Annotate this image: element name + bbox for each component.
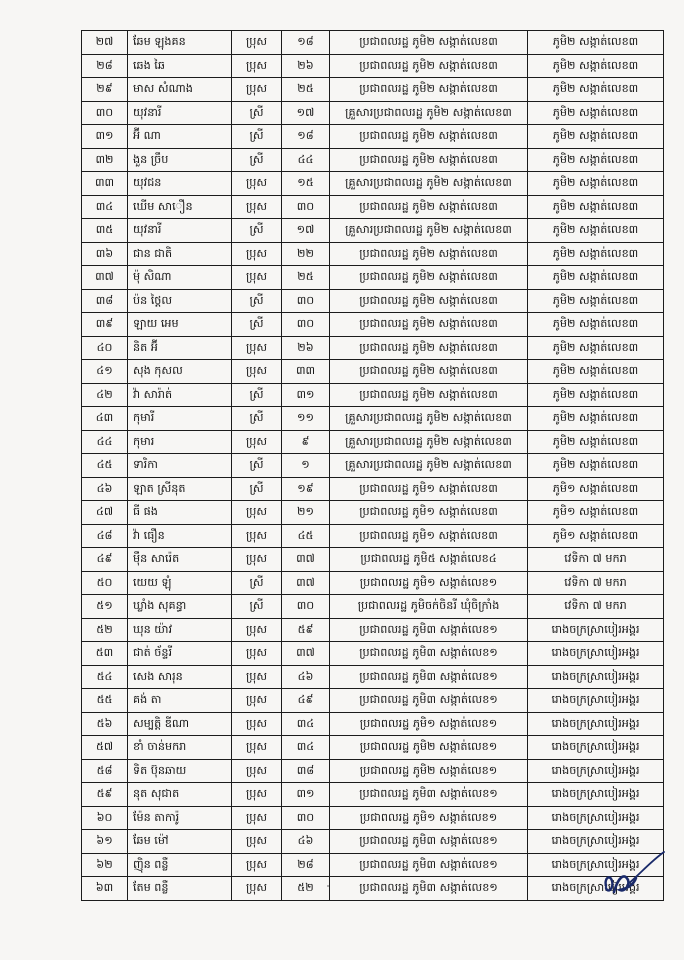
cell-number: ៣២ [82, 148, 128, 172]
cell-name: ទិត ប៊ុនឆាយ [128, 759, 232, 783]
cell-age: ៥២ [282, 877, 330, 901]
cell-location: រោងចក្រស្រាបៀរអង្គរ [528, 877, 664, 901]
cell-status: ប្រជាពលរដ្ឋ ភូមិ២ សង្កាត់លេខ៣ [330, 360, 528, 384]
cell-status: ប្រជាពលរដ្ឋ ភូមិ២ សង្កាត់លេខ៣ [330, 54, 528, 78]
cell-status: ប្រជាពលរដ្ឋ ភូមិ១ សង្កាត់លេខ៣ [330, 477, 528, 501]
cell-status: គ្រួសារប្រជាពលរដ្ឋ ភូមិ២ សង្កាត់លេខ៣ [330, 172, 528, 196]
cell-status: ប្រជាពលរដ្ឋ ភូមិ៣ សង្កាត់លេខ១ [330, 665, 528, 689]
cell-status: ប្រជាពលរដ្ឋ ភូមិ២ សង្កាត់លេខ៣ [330, 195, 528, 219]
table-row [82, 54, 664, 78]
table-row [82, 689, 664, 713]
cell-sex: ប្រុស [232, 806, 282, 830]
cell-status: ប្រជាពលរដ្ឋ ភូមិ២ សង្កាត់លេខ៣ [330, 383, 528, 407]
table-body [82, 31, 664, 901]
cell-status: ប្រជាពលរដ្ឋ ភូមិ២ សង្កាត់លេខ៣ [330, 31, 528, 55]
cell-sex: ប្រុស [232, 336, 282, 360]
cell-status: ប្រជាពលរដ្ឋ ភូមិ២ សង្កាត់លេខ៣ [330, 125, 528, 149]
cell-age: ២៦ [282, 336, 330, 360]
cell-status: ប្រជាពលរដ្ឋ ភូមិ២ សង្កាត់លេខ៣ [330, 289, 528, 313]
cell-status: ប្រជាពលរដ្ឋ ភូមិ១ សង្កាត់លេខ៣ [330, 501, 528, 525]
table-row [82, 571, 664, 595]
cell-sex: ស្រី [232, 477, 282, 501]
cell-age: ៤៤ [282, 148, 330, 172]
cell-age: ៤៩ [282, 689, 330, 713]
cell-number: ៣៨ [82, 289, 128, 313]
cell-sex: ស្រី [232, 101, 282, 125]
cell-age: ១៧ [282, 101, 330, 125]
cell-name: ឃុន យ៉ាវ [128, 618, 232, 642]
cell-age: ៣០ [282, 806, 330, 830]
cell-number: ២៧ [82, 31, 128, 55]
cell-location: ភូមិ២ សង្កាត់លេខ៣ [528, 454, 664, 478]
cell-sex: ប្រុស [232, 242, 282, 266]
cell-sex: ប្រុស [232, 78, 282, 102]
cell-number: ៣៦ [82, 242, 128, 266]
cell-sex: ប្រុស [232, 172, 282, 196]
cell-number: ៥៧ [82, 736, 128, 760]
table-row [82, 454, 664, 478]
cell-sex: ប្រុស [232, 54, 282, 78]
cell-sex: ស្រី [232, 383, 282, 407]
cell-name: នុត សុជាត [128, 783, 232, 807]
cell-number: ៥០ [82, 571, 128, 595]
table-row [82, 548, 664, 572]
cell-name: សេង សារុន [128, 665, 232, 689]
table-row [82, 524, 664, 548]
cell-name: ម៉ែន តាការ៉ូ [128, 806, 232, 830]
cell-status: ប្រជាពលរដ្ឋ ភូមិ៣ សង្កាត់លេខ១ [330, 830, 528, 854]
cell-location: ភូមិ២ សង្កាត់លេខ៣ [528, 360, 664, 384]
cell-age: ៤៦ [282, 665, 330, 689]
cell-location: វេទិកា ៧ មករា [528, 548, 664, 572]
cell-status: ប្រជាពលរដ្ឋ ភូមិ៣ សង្កាត់លេខ១ [330, 877, 528, 901]
cell-status: ប្រជាពលរដ្ឋ ភូមិ៣ សង្កាត់លេខ១ [330, 783, 528, 807]
cell-location: ភូមិ២ សង្កាត់លេខ៣ [528, 101, 664, 125]
table-row [82, 360, 664, 384]
table-row [82, 407, 664, 431]
table-row [82, 336, 664, 360]
cell-location: វេទិកា ៧ មករា [528, 595, 664, 619]
cell-status: ប្រជាពលរដ្ឋ ភូមិ២ សង្កាត់លេខ៣ [330, 336, 528, 360]
table-row [82, 31, 664, 55]
cell-number: ៥១ [82, 595, 128, 619]
cell-sex: ប្រុស [232, 266, 282, 290]
cell-name: យុវនារី [128, 101, 232, 125]
cell-status: ប្រជាពលរដ្ឋ ភូមិ២ សង្កាត់លេខ១ [330, 736, 528, 760]
cell-name: អ៊ី ណា [128, 125, 232, 149]
cell-location: ភូមិ១ សង្កាត់លេខ៣ [528, 501, 664, 525]
cell-age: ៣១ [282, 383, 330, 407]
signature-mark [598, 848, 668, 903]
cell-age: ២១ [282, 501, 330, 525]
cell-number: ៣៣ [82, 172, 128, 196]
cell-sex: ប្រុស [232, 712, 282, 736]
cell-name: យេយ ឡុំ [128, 571, 232, 595]
cell-name: ទារិកា [128, 454, 232, 478]
cell-number: ៤០ [82, 336, 128, 360]
cell-sex: ប្រុស [232, 689, 282, 713]
cell-name: វ៉ា ធឿន [128, 524, 232, 548]
cell-age: ៣៧ [282, 548, 330, 572]
cell-location: ភូមិ២ សង្កាត់លេខ៣ [528, 54, 664, 78]
cell-location: ភូមិ២ សង្កាត់លេខ៣ [528, 195, 664, 219]
cell-sex: ប្រុស [232, 877, 282, 901]
cell-status: ប្រជាពលរដ្ឋ ភូមិ៥ សង្កាត់លេខ៤ [330, 548, 528, 572]
scan-speck [327, 885, 329, 887]
cell-location: រោងចក្រស្រាបៀរអង្គរ [528, 783, 664, 807]
cell-age: ២៥ [282, 266, 330, 290]
cell-age: ៣០ [282, 195, 330, 219]
cell-location: ភូមិ២ សង្កាត់លេខ៣ [528, 125, 664, 149]
cell-sex: ប្រុស [232, 360, 282, 384]
cell-name: គង់ តា [128, 689, 232, 713]
cell-sex: ប្រុស [232, 524, 282, 548]
table-row [82, 783, 664, 807]
cell-location: រោងចក្រស្រាបៀរអង្គរ [528, 736, 664, 760]
cell-age: ១៨ [282, 125, 330, 149]
cell-status: ប្រជាពលរដ្ឋ ភូមិ១ សង្កាត់លេខ៣ [330, 524, 528, 548]
cell-status: ប្រជាពលរដ្ឋ ភូមិ២ សង្កាត់លេខ៣ [330, 148, 528, 172]
table-row [82, 242, 664, 266]
cell-name: ឃ្លាំង សុគន្ធា [128, 595, 232, 619]
cell-name: តែម ពន្លឺ [128, 877, 232, 901]
cell-name: ឡាយ អេម [128, 313, 232, 337]
cell-name: ម៉ឺន សារ៉េត [128, 548, 232, 572]
cell-status: ប្រជាពលរដ្ឋ ភូមិ២ សង្កាត់លេខ៣ [330, 242, 528, 266]
cell-age: ៣៤ [282, 736, 330, 760]
cell-name: ជាន ជាតិ [128, 242, 232, 266]
cell-sex: ស្រី [232, 148, 282, 172]
cell-age: ២២ [282, 242, 330, 266]
cell-sex: ស្រី [232, 454, 282, 478]
cell-number: ៤២ [82, 383, 128, 407]
cell-status: គ្រួសារប្រជាពលរដ្ឋ ភូមិ២ សង្កាត់លេខ៣ [330, 454, 528, 478]
cell-location: ភូមិ២ សង្កាត់លេខ៣ [528, 266, 664, 290]
cell-sex: ស្រី [232, 407, 282, 431]
cell-status: ប្រជាពលរដ្ឋ ភូមិ១ សង្កាត់លេខ១ [330, 712, 528, 736]
table-row [82, 830, 664, 854]
cell-name: ម៉ុ សិណា [128, 266, 232, 290]
table-row [82, 477, 664, 501]
cell-sex: ប្រុស [232, 501, 282, 525]
cell-location: ភូមិ២ សង្កាត់លេខ៣ [528, 219, 664, 243]
cell-number: ៥៤ [82, 665, 128, 689]
cell-name: កុមារ [128, 430, 232, 454]
cell-number: ៥២ [82, 618, 128, 642]
cell-age: ១៨ [282, 31, 330, 55]
cell-age: ៣០ [282, 595, 330, 619]
cell-number: ៣៩ [82, 313, 128, 337]
cell-number: ៥៦ [82, 712, 128, 736]
cell-sex: ប្រុស [232, 783, 282, 807]
table-row [82, 125, 664, 149]
cell-age: ៣០ [282, 289, 330, 313]
cell-sex: ស្រី [232, 289, 282, 313]
cell-age: ៣១ [282, 783, 330, 807]
cell-number: ៤៤ [82, 430, 128, 454]
cell-age: ២៨ [282, 853, 330, 877]
table-row [82, 148, 664, 172]
cell-number: ៣១ [82, 125, 128, 149]
cell-location: ភូមិ២ សង្កាត់លេខ៣ [528, 383, 664, 407]
cell-status: ប្រជាពលរដ្ឋ ភូមិ៣ សង្កាត់លេខ១ [330, 689, 528, 713]
cell-name: ឡាត ស្រីនុត [128, 477, 232, 501]
cell-age: ១៩ [282, 477, 330, 501]
cell-name: ឆេង ឆៃ [128, 54, 232, 78]
cell-age: ៥៩ [282, 618, 330, 642]
cell-status: ប្រជាពលរដ្ឋ ភូមិចក់ចិនរី ឃុំចិក្រាំង [330, 595, 528, 619]
cell-age: ៣៧ [282, 642, 330, 666]
table-row [82, 759, 664, 783]
table-row [82, 78, 664, 102]
cell-number: ៣៤ [82, 195, 128, 219]
cell-name: សម្បត្តិ ឌីណា [128, 712, 232, 736]
cell-number: ៤៨ [82, 524, 128, 548]
records-table [81, 30, 664, 901]
cell-location: ភូមិ២ សង្កាត់លេខ៣ [528, 31, 664, 55]
cell-status: ប្រជាពលរដ្ឋ ភូមិ១ សង្កាត់លេខ១ [330, 571, 528, 595]
cell-location: ភូមិ២ សង្កាត់លេខ៣ [528, 407, 664, 431]
cell-name: និត អ៊ី [128, 336, 232, 360]
table-row [82, 806, 664, 830]
cell-age: ២៥ [282, 78, 330, 102]
cell-status: ប្រជាពលរដ្ឋ ភូមិ១ សង្កាត់លេខ១ [330, 806, 528, 830]
cell-age: ៤៥ [282, 524, 330, 548]
cell-status: ប្រជាពលរដ្ឋ ភូមិ២ សង្កាត់លេខ៣ [330, 78, 528, 102]
cell-age: ១៥ [282, 172, 330, 196]
cell-number: ៤៥ [82, 454, 128, 478]
cell-number: ៣៧ [82, 266, 128, 290]
cell-number: ៤៩ [82, 548, 128, 572]
cell-name: ធី ផង [128, 501, 232, 525]
cell-location: រោងចក្រស្រាបៀរអង្គរ [528, 618, 664, 642]
cell-number: ៦១ [82, 830, 128, 854]
table-row [82, 665, 664, 689]
cell-sex: ប្រុស [232, 853, 282, 877]
table-row [82, 195, 664, 219]
table-row [82, 101, 664, 125]
table-row [82, 877, 664, 901]
cell-number: ២៩ [82, 78, 128, 102]
cell-number: ៥៣ [82, 642, 128, 666]
cell-name: យុវជន [128, 172, 232, 196]
cell-location: រោងចក្រស្រាបៀរអង្គរ [528, 689, 664, 713]
cell-location: រោងចក្រស្រាបៀរអង្គរ [528, 759, 664, 783]
cell-sex: ប្រុស [232, 195, 282, 219]
cell-sex: ស្រី [232, 219, 282, 243]
cell-sex: ស្រី [232, 571, 282, 595]
table-row [82, 430, 664, 454]
cell-name: ប៉ន ថៃ្ដល [128, 289, 232, 313]
cell-location: វេទិកា ៧ មករា [528, 571, 664, 595]
cell-number: ៣០ [82, 101, 128, 125]
cell-sex: ប្រុស [232, 736, 282, 760]
cell-name: យុវនារី [128, 219, 232, 243]
cell-number: ៤៣ [82, 407, 128, 431]
table-row [82, 712, 664, 736]
cell-name: ជាត់ ច័ន្ទរី [128, 642, 232, 666]
cell-number: ៦៣ [82, 877, 128, 901]
cell-name: វ៉ា សារ៉ាត់ [128, 383, 232, 407]
cell-sex: ប្រុស [232, 665, 282, 689]
cell-age: ៣៨ [282, 759, 330, 783]
cell-sex: ប្រុស [232, 830, 282, 854]
cell-status: គ្រួសារប្រជាពលរដ្ឋ ភូមិ២ សង្កាត់លេខ៣ [330, 407, 528, 431]
cell-status: ប្រជាពលរដ្ឋ ភូមិ៣ សង្កាត់លេខ១ [330, 853, 528, 877]
table-row [82, 289, 664, 313]
cell-sex: ស្រី [232, 125, 282, 149]
cell-age: ៤៦ [282, 830, 330, 854]
cell-age: ១ [282, 454, 330, 478]
cell-location: រោងចក្រស្រាបៀរអង្គរ [528, 665, 664, 689]
cell-status: គ្រួសារប្រជាពលរដ្ឋ ភូមិ២ សង្កាត់លេខ៣ [330, 219, 528, 243]
cell-location: ភូមិ១ សង្កាត់លេខ៣ [528, 524, 664, 548]
cell-number: ៤៧ [82, 501, 128, 525]
cell-location: រោងចក្រស្រាបៀរអង្គរ [528, 712, 664, 736]
cell-age: ១១ [282, 407, 330, 431]
cell-name: សុង កុសល [128, 360, 232, 384]
cell-number: ៣៥ [82, 219, 128, 243]
cell-sex: ស្រី [232, 313, 282, 337]
cell-location: ភូមិ២ សង្កាត់លេខ៣ [528, 148, 664, 172]
cell-status: គ្រួសារប្រជាពលរដ្ឋ ភូមិ២ សង្កាត់លេខ៣ [330, 430, 528, 454]
table-row [82, 266, 664, 290]
table-row [82, 618, 664, 642]
cell-location: រោងចក្រស្រាបៀរអង្គរ [528, 806, 664, 830]
cell-number: ៤១ [82, 360, 128, 384]
cell-age: ២៦ [282, 54, 330, 78]
cell-number: ៦២ [82, 853, 128, 877]
cell-name: ខាំ ចាន់មករា [128, 736, 232, 760]
cell-location: ភូមិ២ សង្កាត់លេខ៣ [528, 172, 664, 196]
cell-location: ភូមិ២ សង្កាត់លេខ៣ [528, 313, 664, 337]
cell-number: ៥៥ [82, 689, 128, 713]
table-row [82, 853, 664, 877]
cell-status: ប្រជាពលរដ្ឋ ភូមិ២ សង្កាត់លេខ១ [330, 759, 528, 783]
cell-number: ៥៨ [82, 759, 128, 783]
table-row [82, 595, 664, 619]
cell-name: ឃើម សាឿន [128, 195, 232, 219]
cell-number: ២៨ [82, 54, 128, 78]
cell-age: ១៧ [282, 219, 330, 243]
cell-status: ប្រជាពលរដ្ឋ ភូមិ៣ សង្កាត់លេខ១ [330, 618, 528, 642]
cell-age: ៣០ [282, 313, 330, 337]
table-row [82, 219, 664, 243]
cell-location: ភូមិ២ សង្កាត់លេខ៣ [528, 78, 664, 102]
cell-name: ងួន ច្រឹប [128, 148, 232, 172]
cell-status: ប្រជាពលរដ្ឋ ភូមិ២ សង្កាត់លេខ៣ [330, 313, 528, 337]
cell-name: ញ៉ិន ពន្លឺ [128, 853, 232, 877]
cell-number: ៥៩ [82, 783, 128, 807]
cell-status: ប្រជាពលរដ្ឋ ភូមិ៣ សង្កាត់លេខ១ [330, 642, 528, 666]
cell-number: ៤៦ [82, 477, 128, 501]
table-row [82, 383, 664, 407]
cell-sex: ប្រុស [232, 31, 282, 55]
cell-location: ភូមិ២ សង្កាត់លេខ៣ [528, 336, 664, 360]
cell-name: កុមារី [128, 407, 232, 431]
cell-age: ៣៤ [282, 712, 330, 736]
cell-age: ៣៧ [282, 571, 330, 595]
cell-age: ៩ [282, 430, 330, 454]
cell-status: គ្រួសារប្រជាពលរដ្ឋ ភូមិ២ សង្កាត់លេខ៣ [330, 101, 528, 125]
cell-location: រោងចក្រស្រាបៀរអង្គរ [528, 853, 664, 877]
cell-location: រោងចក្រស្រាបៀរអង្គរ [528, 642, 664, 666]
cell-location: ភូមិ២ សង្កាត់លេខ៣ [528, 430, 664, 454]
table-row [82, 501, 664, 525]
table-row [82, 313, 664, 337]
cell-sex: ប្រុស [232, 548, 282, 572]
cell-location: ភូមិ២ សង្កាត់លេខ៣ [528, 289, 664, 313]
cell-location: រោងចក្រស្រាបៀរអង្គរ [528, 830, 664, 854]
cell-age: ៣៣ [282, 360, 330, 384]
cell-sex: ប្រុស [232, 430, 282, 454]
cell-number: ៦០ [82, 806, 128, 830]
table-row [82, 642, 664, 666]
table-row [82, 736, 664, 760]
cell-name: មាស សំណាង [128, 78, 232, 102]
cell-sex: ប្រុស [232, 759, 282, 783]
cell-sex: ប្រុស [232, 642, 282, 666]
cell-name: ឆែម ឡុងគន [128, 31, 232, 55]
cell-sex: ស្រី [232, 595, 282, 619]
cell-name: ឆែម ម៉ៅ [128, 830, 232, 854]
cell-sex: ប្រុស [232, 618, 282, 642]
cell-location: ភូមិ១ សង្កាត់លេខ៣ [528, 477, 664, 501]
table-row [82, 172, 664, 196]
cell-status: ប្រជាពលរដ្ឋ ភូមិ២ សង្កាត់លេខ៣ [330, 266, 528, 290]
cell-location: ភូមិ២ សង្កាត់លេខ៣ [528, 242, 664, 266]
